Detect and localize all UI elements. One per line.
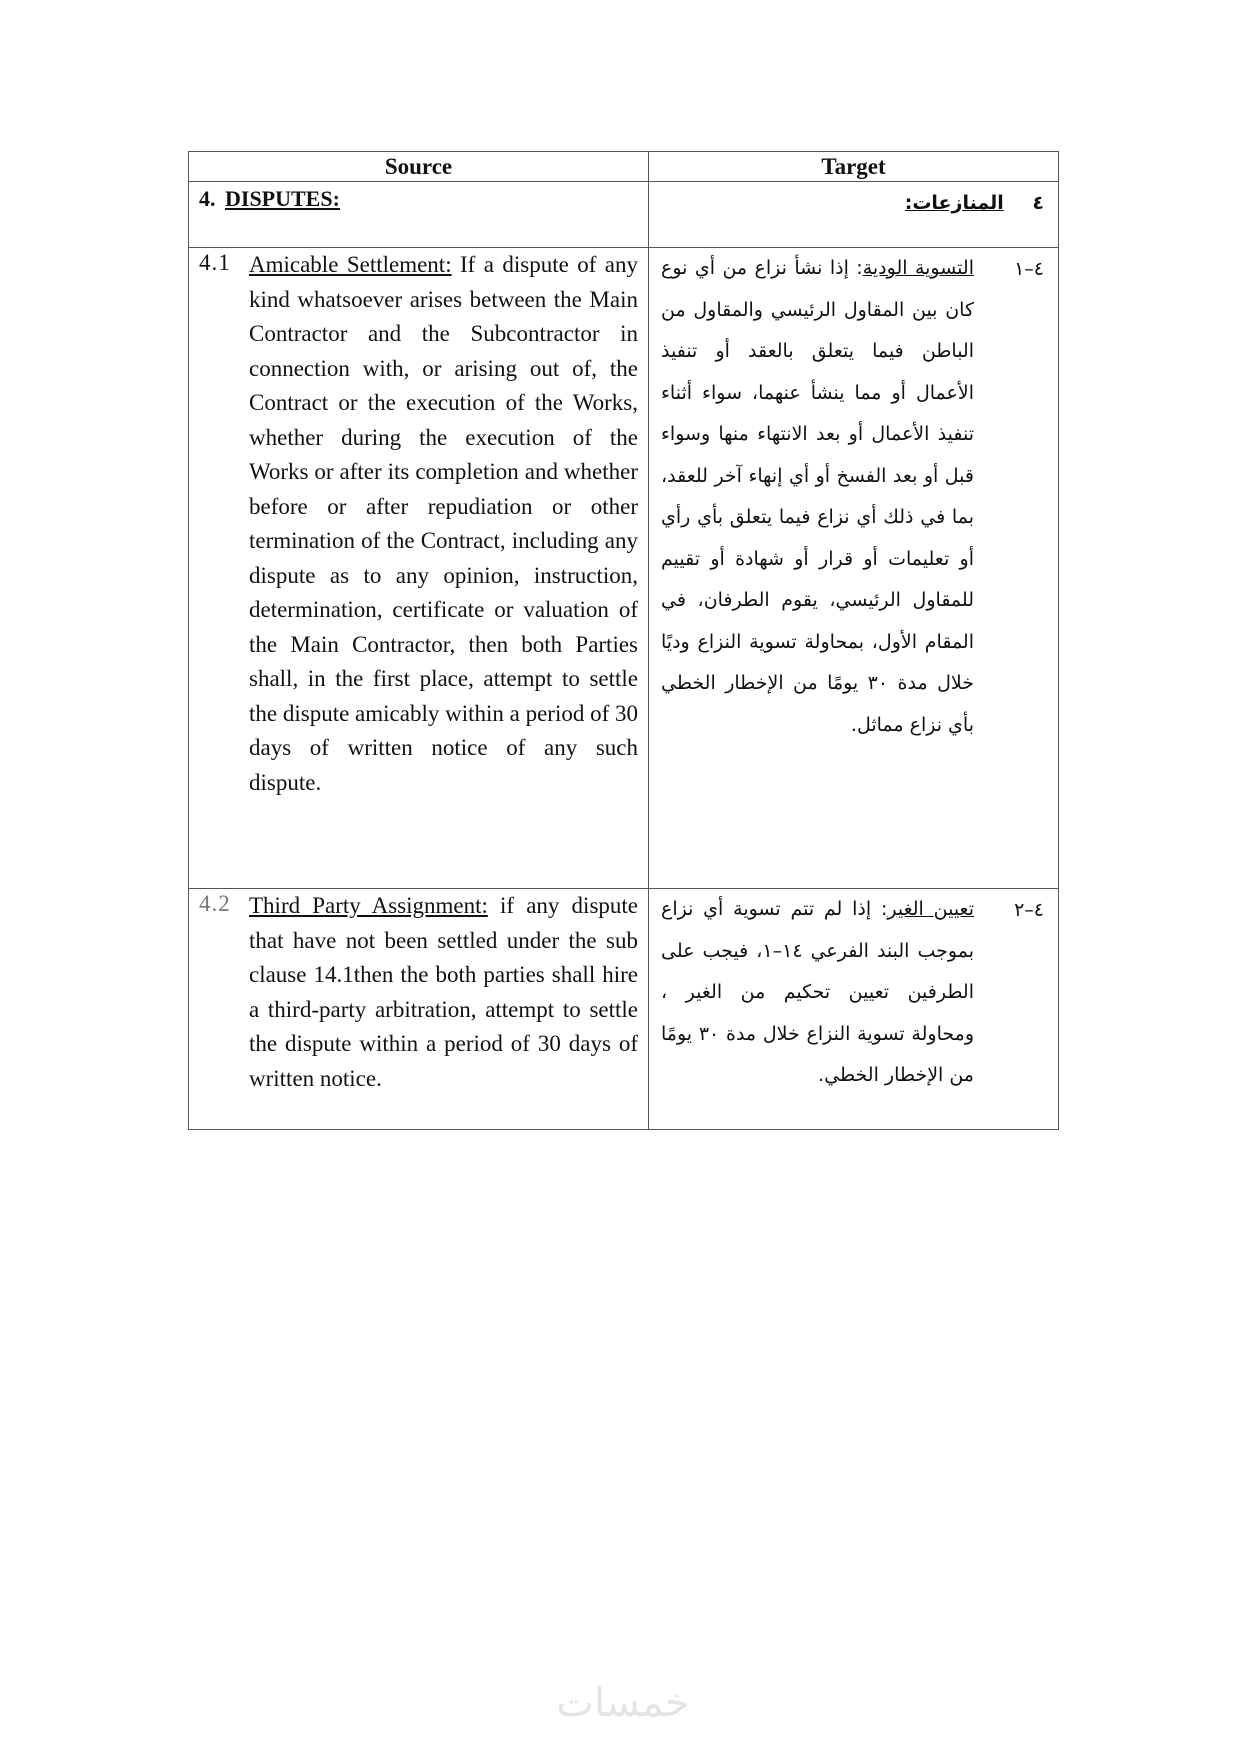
clause-target-body: : إذا لم تتم تسوية أي نزاع بموجب البند الفرعي ١٤–١، فيجب على الطرفين تعيين تحكيم من الغير ، ومحاولة تسوية النزاع خلال مدة ٣٠ يومًا من الإخطار الخطي. <box>661 898 974 1086</box>
section-source-cell <box>189 182 649 248</box>
clause-source-heading: Third Party Assignment: <box>249 893 488 918</box>
clause-target-text <box>661 889 974 1097</box>
section-row <box>189 182 1059 248</box>
clause-source-heading: Amicable Settlement: <box>249 252 452 277</box>
clause-source-cell <box>189 248 649 889</box>
clause-target-cell <box>649 248 1059 889</box>
clause-source-text <box>249 889 638 1096</box>
clause-target-number: ٤–٢ <box>1014 899 1044 921</box>
source-column-header: Source <box>189 152 649 182</box>
clause-source-cell <box>189 889 649 1130</box>
clause-source-number: 4.2 <box>199 891 231 916</box>
section-target-title: المنازعات: <box>904 192 1004 214</box>
clause-target-number: ٤–١ <box>1014 258 1044 280</box>
clause-target-cell <box>649 889 1059 1130</box>
clause-source-number: 4.1 <box>199 250 231 275</box>
header-row <box>189 152 1059 182</box>
clause-target-heading: التسوية الودية <box>862 257 974 279</box>
section-target-number: ٤ <box>1032 192 1044 214</box>
translation-table <box>188 151 1059 1130</box>
section-source-title: DISPUTES: <box>225 186 340 211</box>
clause-source-text <box>249 248 638 800</box>
table-row <box>189 889 1059 1130</box>
target-column-header: Target <box>649 152 1059 182</box>
clause-source-body: if any dispute that have not been settled under the sub clause 14.1then the both parties shall hire a third-party arbitration, attempt to settle the dispute within a period of 30 days of written notice. <box>249 893 638 1091</box>
table-row <box>189 248 1059 889</box>
clause-target-text <box>661 248 974 746</box>
clause-target-body: : إذا نشأ نزاع من أي نوع كان بين المقاول الرئيسي والمقاول من الباطن فيما يتعلق بالعقد أو تنفيذ الأعمال أو مما ينشأ عنهما، سواء أثناء تنفيذ الأعمال أو بعد الانتهاء منها وسواء قبل أو بعد الفسخ أو أي إنهاء آخر للعقد، بما في ذلك أي نزاع فيما يتعلق بأي رأي أو تعليمات أو قرار أو شهادة أو تقييم للمقاول الرئيسي، يقوم الطرفان، في المقام الأول، بمحاولة تسوية النزاع وديًا خلال مدة ٣٠ يومًا من الإخطار الخطي بأي نزاع مماثل. <box>661 257 974 736</box>
clause-source-body: If a dispute of any kind whatsoever arises between the Main Contractor and the Subcontractor in connection with, or arising out of, the Contract or the execution of the Works, whether during the execution of the Works or after its completion and whether before or after repudiation or other termination of the Contract, including any dispute as to any opinion, instruction, determination, certificate or valuation of the Main Contractor, then both Parties shall, in the first place, attempt to settle the dispute amicably within a period of 30 days of written notice of any such dispute. <box>249 252 638 795</box>
section-target-cell <box>649 182 1059 248</box>
watermark-logo: خمسات <box>556 1680 690 1726</box>
section-source-number: 4. <box>199 186 216 211</box>
clause-target-heading: تعيين الغير <box>887 898 975 920</box>
